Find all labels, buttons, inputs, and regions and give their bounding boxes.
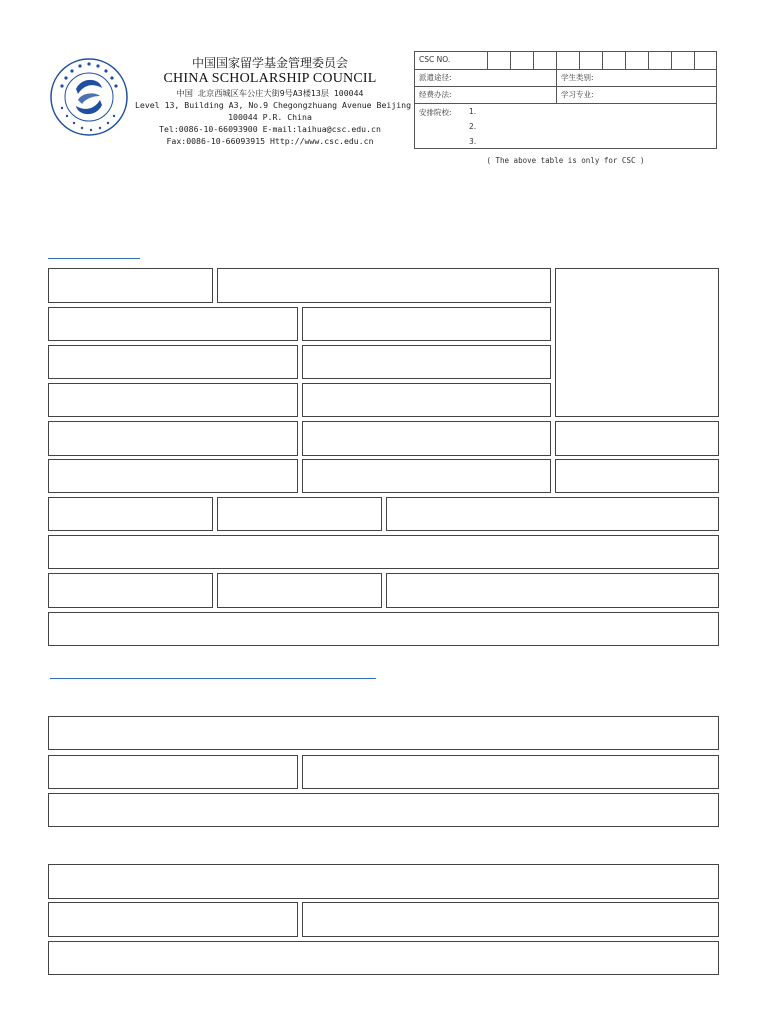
placement-label: 安排院校: [419, 108, 452, 117]
placement-item-2: 2. [469, 122, 477, 131]
channel-row [415, 69, 716, 87]
form-field[interactable] [48, 573, 213, 608]
address-chinese: 中国 北京西城区车公庄大街9号A3楼13层 100044 [176, 88, 364, 98]
form-field[interactable] [302, 755, 719, 789]
form-field[interactable] [386, 573, 719, 608]
form-field-wide[interactable] [48, 793, 719, 827]
organization-header [135, 56, 412, 147]
form-field-wide[interactable] [48, 612, 719, 646]
fax-website: Fax:0086-10-66093915 Http://www.csc.edu.cn [166, 136, 374, 146]
form-field[interactable] [48, 755, 298, 789]
form-field[interactable] [48, 383, 298, 417]
form-field[interactable] [555, 421, 719, 456]
form-field[interactable] [48, 459, 298, 493]
org-name-english: CHINA SCHOLARSHIP COUNCIL [163, 71, 377, 86]
csc-logo-icon [48, 56, 130, 138]
funding-label: 经费办法: [419, 90, 452, 99]
form-field[interactable] [302, 902, 719, 937]
placement-item-1: 1. [469, 107, 477, 116]
tel-email: Tel:0086-10-66093900 E-mail:laihua@csc.edu.cn [159, 124, 381, 134]
section-2-heading-link[interactable] [50, 678, 376, 679]
form-field[interactable] [48, 497, 213, 531]
form-field[interactable] [48, 902, 298, 937]
form-field[interactable] [48, 345, 298, 379]
form-field-wide[interactable] [48, 716, 719, 750]
form-field[interactable] [302, 421, 551, 456]
student-type-label: 学生类别: [561, 73, 594, 82]
csc-office-table [414, 51, 717, 149]
address-english-line1: Level 13, Building A3, No.9 Chegongzhuang Avenue Beijing [135, 100, 412, 110]
photo-box[interactable] [555, 268, 719, 417]
section-1-heading-link[interactable] [48, 258, 140, 259]
form-field[interactable] [217, 497, 382, 531]
form-field[interactable] [302, 383, 551, 417]
channel-label: 派遣途径: [419, 73, 452, 82]
form-field-wide[interactable] [48, 864, 719, 899]
csc-no-label: CSC NO. [419, 55, 451, 64]
form-field[interactable] [217, 268, 551, 303]
form-field[interactable] [48, 268, 213, 303]
form-field[interactable] [48, 421, 298, 456]
form-field[interactable] [217, 573, 382, 608]
address-english-line2: 100044 P.R. China [228, 112, 312, 122]
placement-area [415, 103, 716, 148]
form-field[interactable] [386, 497, 719, 531]
form-field[interactable] [555, 459, 719, 493]
form-field[interactable] [302, 459, 551, 493]
form-field-wide[interactable] [48, 941, 719, 975]
csc-table-note: ( The above table is only for CSC ) [486, 156, 645, 165]
form-field-wide[interactable] [48, 535, 719, 569]
funding-row [415, 86, 716, 104]
form-field[interactable] [302, 345, 551, 379]
form-field[interactable] [302, 307, 551, 341]
major-label: 学习专业: [561, 90, 594, 99]
form-field[interactable] [48, 307, 298, 341]
csc-no-row [415, 52, 716, 70]
placement-item-3: 3. [469, 137, 477, 146]
org-name-chinese: 中国国家留学基金管理委员会 [191, 56, 348, 70]
